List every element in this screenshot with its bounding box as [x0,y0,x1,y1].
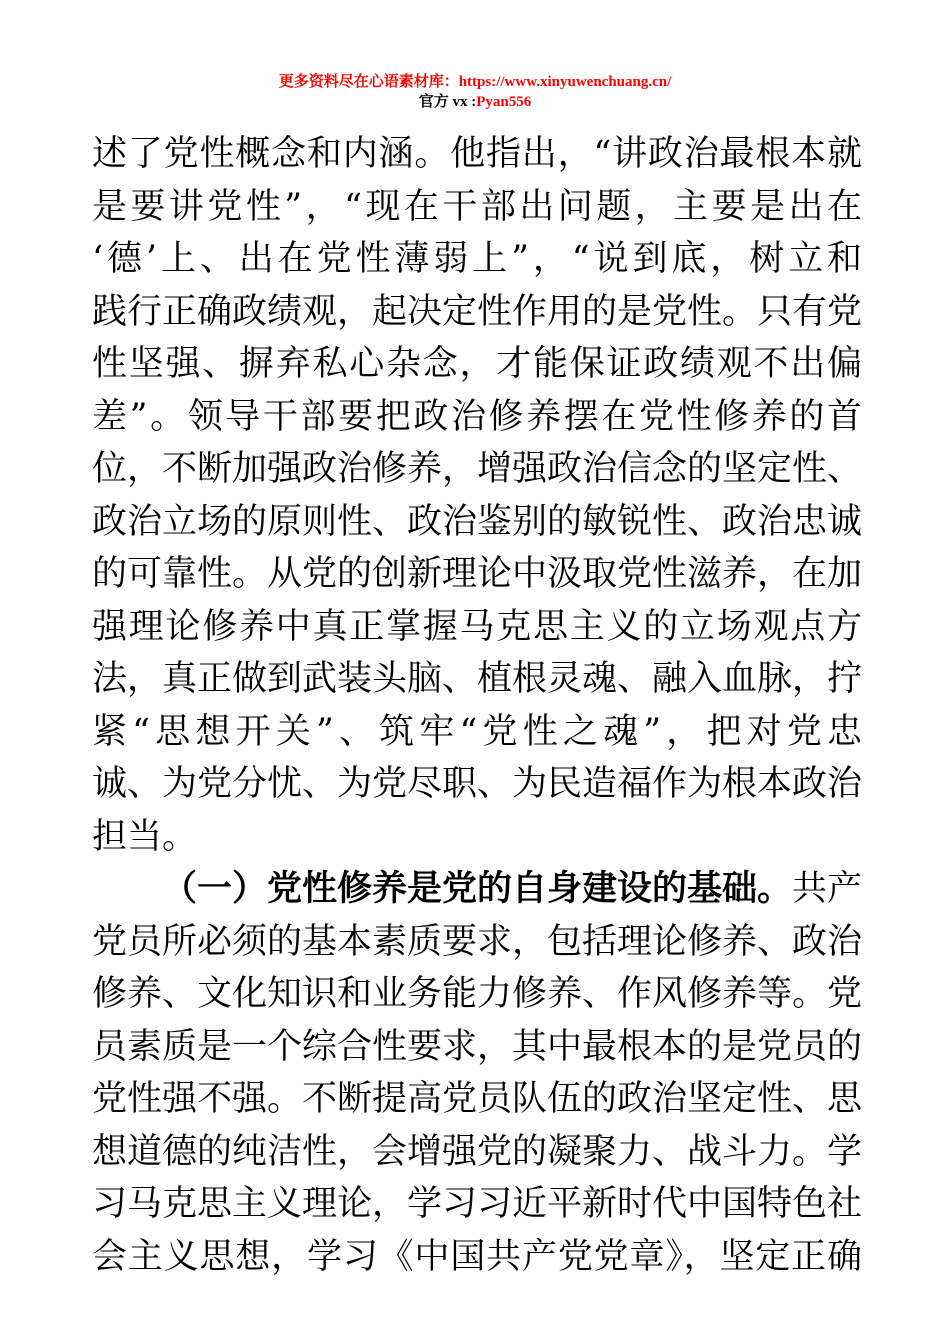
text-line: 差”。领导干部要把政治修养摆在党性修养的首 [92,396,862,437]
text-line: 担当。 [92,816,198,857]
text-line: 性坚强、摒弃私心杂念，才能保证政绩观不出偏 [92,344,862,384]
header-source-link[interactable]: https://www.xinyuwenchuang.cn/ [458,74,672,90]
header-source-line [0,72,950,92]
header-contact-line [0,92,950,112]
header-contact-id: Pyan556 [476,94,532,110]
text-line: 是要讲党性”，“现在干部出问题，主要是出在 [92,186,862,227]
text-line: 习马克思主义理论，学习习近平新时代中国特色社 [92,1184,862,1224]
section-heading: （一）党性修养是党的自身建设的基础。 [162,868,792,909]
text-line: 的可靠性。从党的创新理论中汲取党性滋养，在加 [92,554,862,594]
text-line: 强理论修养中真正掌握马克思主义的立场观点方 [92,606,862,647]
paragraph-2 [92,863,862,1283]
section-heading-rest: 共产 [792,869,862,909]
text-line: 位，不断加强政治修养，增强政治信念的坚定性、 [92,449,862,489]
text-line: 党员所必须的基本素质要求，包括理论修养、政治 [92,921,862,962]
text-line: 诚、为党分忧、为党尽职、为民造福作为根本政治 [92,764,862,804]
page-header [0,72,950,112]
text-line: 员素质是一个综合性要求，其中最根本的是党员的 [92,1026,862,1067]
header-source-label: 更多资料尽在心语素材库： [278,74,459,90]
section-heading-line [92,863,862,916]
text-line: 紧“思想开关”、筑牢“党性之魂”，把对党忠 [92,711,862,752]
document-body [92,128,862,1283]
text-line: 践行正确政绩观，起决定性作用的是党性。只有党 [92,291,862,332]
text-line: 述了党性概念和内涵。他指出，“讲政治最根本就 [92,134,862,174]
text-line: ‘德’上、出在党性薄弱上”，“说到底，树立和 [92,239,862,279]
text-line: 会主义思想，学习《中国共产党党章》，坚定正确 [92,1236,862,1277]
text-line: 党性强不强。不断提高党员队伍的政治坚定性、思 [92,1079,862,1119]
text-line: 法，真正做到武装头脑、植根灵魂、融入血脉，拧 [92,659,862,699]
text-line: 修养、文化知识和业务能力修养、作风修养等。党 [92,974,862,1014]
paragraph-1 [92,128,862,863]
header-contact-label: 官方 vx : [418,94,477,110]
text-line: 想道德的纯洁性，会增强党的凝聚力、战斗力。学 [92,1131,862,1172]
text-line: 政治立场的原则性、政治鉴别的敏锐性、政治忠诚 [92,501,862,542]
